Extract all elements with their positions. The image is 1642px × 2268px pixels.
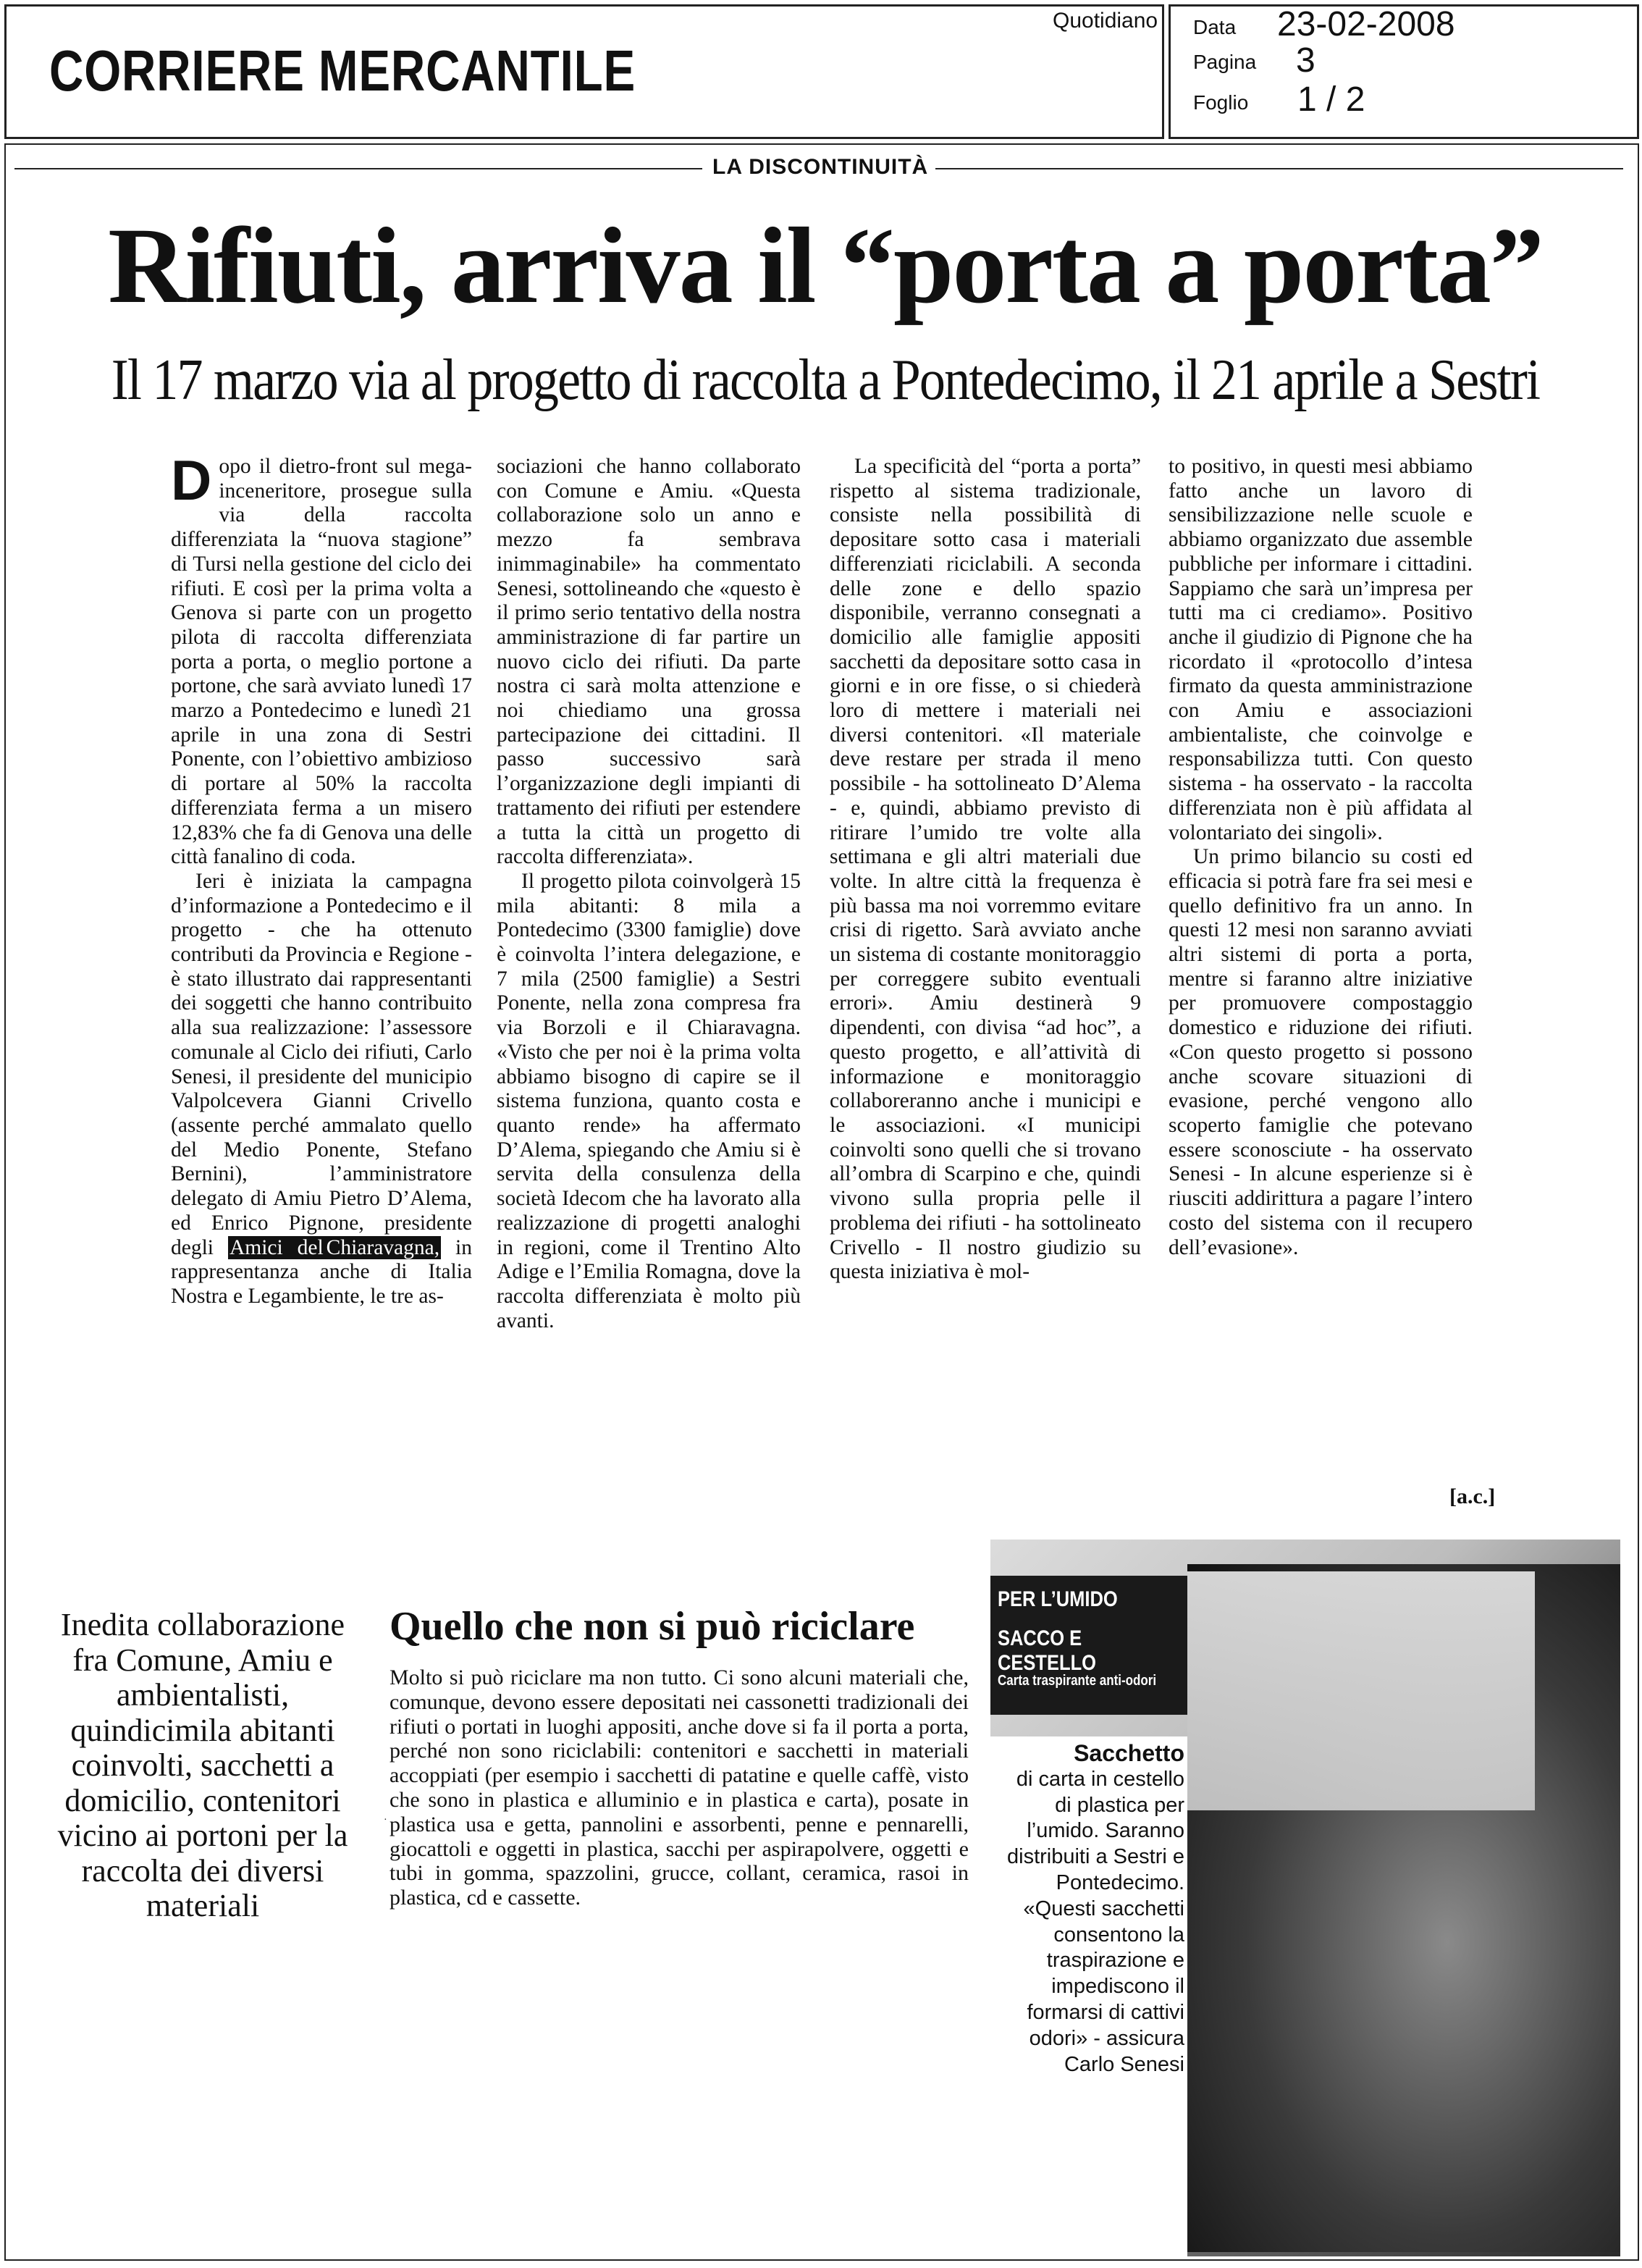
page-label: Pagina bbox=[1193, 51, 1257, 73]
article-column-1 bbox=[171, 448, 472, 1309]
photo-label bbox=[990, 1576, 1187, 1715]
paragraph: to positivo, in questi mesi abbiamo fatto anche un lavoro di sensibilizzazione nelle scuole e abbiamo organizzato due assemble pubbliche per informare i cittadini. Sappiamo che sarà un’impresa per tutti ma ci crediamo». Positivo anche il giudizio di Pignone che ha ricordato il «protocollo d’intesa firmato da questa amministrazione con Amiu e associazioni ambientaliste, che coinvolge e responsabilizza tutti. Con questo sistema - ha osservato - la raccolta differenziata non è più affidata al volontariato dei singoli». bbox=[1169, 455, 1473, 844]
photo-label-line: Carta traspirante anti-odori bbox=[998, 1673, 1157, 1689]
paragraph: opo il dietro-front sul mega-inceneritore, prosegue sulla via della raccolta differenziata la “nuova stagione” di Tursi nella gestione del ciclo dei rifiuti. E così per la prima volta a Genova si parte con un progetto pilota di raccolta differenziata porta a porta, o meglio portone a portone, che sarà avviato lunedì 17 marzo a Pontedecimo e lunedì 21 aprile in una zona di Sestri Ponente, con l’obiettivo ambizioso di portare al 50% la raccolta differenziata ferma a un misero 12,83% che fa di Genova una delle città fanalino di coda. bbox=[171, 455, 472, 869]
paragraph: sociazioni che hanno collaborato con Comune e Amiu. «Questa collaborazione solo un anno e mezzo fa sembrava inimmaginabile» ha commentato Senesi, sottolineando che «questo è il primo serio tentativo della nostra amministrazione di far partire un nuovo ciclo dei rifiuti. Da parte nostra ci sarà molta attenzione e noi chiediamo una grossa partecipazione dei cittadini. Il passo successivo sarà l’organizzazione degli impianti di trattamento dei rifiuti per estendere a tutta la città un progetto di raccolta differenziata». bbox=[497, 455, 801, 869]
subhead: Il 17 marzo via al progetto di raccolta a Pontedecimo, il 21 aprile a Sestri bbox=[111, 348, 1540, 412]
dropcap: D bbox=[171, 448, 212, 512]
paragraph: Ieri è iniziata la campagna d’informazione a Pontedecimo e il progetto - che ha ottenuto contributi da Provincia e Regione - è stato illustrato dai rappresentanti dei soggetti che hanno contribuito alla sua realizzazione: l’assessore comunale al Ciclo dei rifiuti, Carlo Senesi, il presidente del municipio Valpolcevera Gianni Crivello (assente perché ammalato quello del Medio Ponente, Stefano Bernini), l’amministratore delegato di Amiu Pietro D’Alema, ed Enrico Pignone, presidente degli bbox=[171, 869, 472, 1259]
caption-lead: Sacchetto bbox=[1074, 1740, 1184, 1766]
publication-frequency: Quotidiano bbox=[1053, 9, 1158, 33]
kicker: LA DISCONTINUITÀ bbox=[712, 155, 929, 179]
masthead: CORRIERE MERCANTILE bbox=[49, 38, 636, 103]
paragraph: Un primo bilancio su costi ed efficacia si potrà fare fra sei mesi e quello definitivo fra un anno. In questi 12 mesi non saranno avviati altri sistemi di porta a porta, mentre si faranno altre iniziative per promuovere compostaggio domestico e riduzione dei rifiuti. «Con questo progetto si possono anche scovare situazioni di evasione, perché vengono allo scoperto famiglie che potevano essere sconosciute - ha osservato Senesi - In alcune esperienze si è riusciti addirittura a pagare l’intero costo del sistema con il recupero dell’evasione». bbox=[1169, 845, 1473, 1259]
date-value: 23-02-2008 bbox=[1277, 5, 1455, 43]
sheet-label: Foglio bbox=[1193, 91, 1249, 114]
article-column-2 bbox=[497, 455, 801, 1333]
paragraph: Il progetto pilota coinvolgerà 15 mila abitanti: 8 mila a Pontedecimo (3300 famiglie) dove è coinvolta l’intera delegazione, e 7 mila (2500 famiglie) a Sestri Ponente, nella zona compresa fra via Borzoli e il Chiaravagna. «Visto che per noi è la prima volta abbiamo bisogno di capire se il sistema funziona, quanto costa e quanto rende» ha affermato D’Alema, spiegando che Amiu si è servita della consulenza della società Idecom che ha lavorato alla realizzazione di progetti analoghi in regioni, come il Trentino Alto Adige e l’Emilia Romagna, dove la raccolta differenziata è molto più avanti. bbox=[497, 869, 801, 1332]
box-title: Quello che non si può riciclare bbox=[390, 1604, 915, 1649]
sidebar-summary: Inedita collaborazione fra Comune, Amiu e ambientalisti, quindicimila abitanti coinvolti, sacchetti a domicilio, contenitori vicino ai portoni per la raccolta dei diversi materiali bbox=[57, 1607, 348, 1923]
headline: Rifiuti, arriva il “porta a porta” bbox=[108, 206, 1543, 326]
highlight: Chiaravagna, bbox=[326, 1235, 440, 1259]
caption-body: di carta in cestello di plastica per l’umido. Saranno distribuiti a Sestri e Pontedecimo. «Questi sacchetti consentono la traspirazione e impediscono il formarsi di cattivi odori» - assicura Carlo Senesi bbox=[1007, 1767, 1184, 2076]
author-signature: [a.c.] bbox=[1449, 1484, 1496, 1508]
page-value: 3 bbox=[1296, 41, 1315, 80]
kicker-rule-right bbox=[935, 168, 1623, 169]
box-body: Molto si può riciclare ma non tutto. Ci sono alcuni materiali che, comunque, devono essere depositati nei cassonetti tradizionali dei rifiuti o portati in luoghi appositi, anche dove si fa il porta a porta, perché non sono riciclabili: contenitori e sacchetti in materiali accoppiati (per esempio i sacchetti di patatine e quelle caffè, visto che sono in plastica e alluminio e in plastica e carta), posate in plastica usa e getta, pannolini e assorbenti, penne e pennarelli, giocattoli e oggetti in plastica, sacchi per aspirapolvere, oggetti e tubi in gomma, spazzolini, grucce, collant, ceramica, rasoi in plastica, cd e cassette. bbox=[390, 1666, 969, 1910]
sheet-value: 1 / 2 bbox=[1297, 80, 1365, 119]
photo-label-line: PER L’UMIDO bbox=[998, 1587, 1118, 1611]
divider-dot: · bbox=[384, 1815, 387, 1826]
paragraph: La specificità del “porta a porta” rispetto al sistema tradizionale, consiste nella possibilità di depositare sotto casa i materiali differenziati riciclabili. A seconda delle zone e dello spazio disponibile, verranno consegnati a domicilio alle famiglie appositi sacchetti da depositare sotto casa in giorni e in ore fisse, o si chiederà loro di mettere i materiali nei diversi contenitori. «Il materiale deve restare per strada il meno possibile - ha sottolineato D’Alema - e, quindi, abbiamo previsto di ritirare l’umido tre volte alla settimana e gli altri materiali due volte. In altre città la frequenza è più bassa ma noi vorremmo evitare crisi di rigetto. Sarà avviato anche un sistema di costante monitoraggio per correggere subito eventuali errori». Amiu destinerà 9 dipendenti, con divisa “ad hoc”, a questo progetto, e all’attività di informazione e monitoraggio collaboreranno anche i municipi e le associazioni. «I municipi coinvolti sono quelli che si trovano all’ombra di Scarpino e che, quindi vivono sulla propria pelle il problema dei rifiuti - ha sottolineato Crivello - Il nostro giudizio su questa iniziativa è mol- bbox=[830, 455, 1141, 1284]
photo-bag bbox=[1187, 1571, 1535, 1810]
article-column-4 bbox=[1169, 455, 1473, 1260]
paragraph: in rappresentanza anche di Italia Nostra e Legambiente, le tre as- bbox=[171, 1235, 472, 1308]
photo-caption bbox=[998, 1741, 1184, 2078]
article-column-3 bbox=[830, 455, 1141, 1285]
photo-label-line: SACCO E CESTELLO bbox=[998, 1626, 1097, 1675]
highlight: Amici del bbox=[229, 1235, 324, 1259]
date-label: Data bbox=[1193, 16, 1237, 38]
kicker-rule-left bbox=[14, 168, 702, 169]
